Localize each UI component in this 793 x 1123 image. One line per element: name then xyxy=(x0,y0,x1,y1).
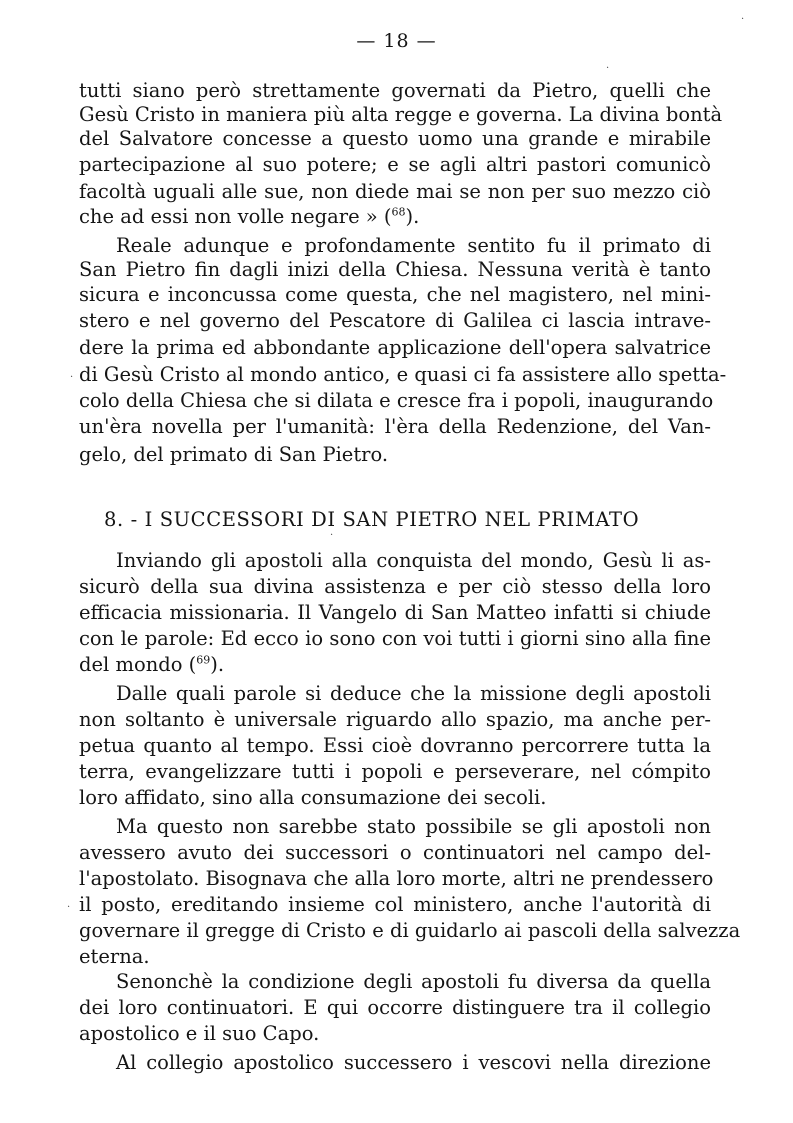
text-line: sicura e inconcussa come questa, che nel magistero, nel mini- xyxy=(79,283,711,306)
text-line: Reale adunque e profondamente sentito fu il primato di xyxy=(116,234,711,257)
text-line: Dalle quali parole si deduce che la missione degli apostoli xyxy=(116,682,711,705)
text-line: Inviando gli apostoli alla conquista del mondo, Gesù li as- xyxy=(116,549,711,572)
text-line xyxy=(79,205,711,229)
text-line: stero e nel governo del Pescatore di Galilea ci lascia intrave- xyxy=(79,309,711,332)
text-line: dei loro continuatori. E qui occorre distinguere tra il collegio xyxy=(79,996,711,1019)
text-fragment: ). xyxy=(405,205,420,228)
text-line: un'èra novella per l'umanità: l'èra della Redenzione, del Van- xyxy=(79,415,711,438)
text-fragment: ). xyxy=(210,653,225,676)
text-line xyxy=(79,153,711,177)
text-line: colo della Chiesa che si dilata e cresce fra i popoli, inaugurando xyxy=(79,389,714,412)
print-speck: · xyxy=(70,372,74,383)
page-number: — 18 — xyxy=(356,30,437,52)
text-line: avessero avuto dei successori o continuatori nel campo del- xyxy=(79,841,711,864)
text-line: petua quanto al tempo. Essi cioè dovranno percorrere tutta la xyxy=(79,734,711,757)
text-line: San Pietro fin dagli inizi della Chiesa. Nessuna verità è tanto xyxy=(79,258,711,281)
text-line: facoltà uguali alle sue, non diede mai se non per suo mezzo ciò xyxy=(79,180,711,203)
text-fragment: che ad essi non volle negare » ( xyxy=(79,205,392,228)
text-line: il posto, ereditando insieme col ministero, anche l'autorità di xyxy=(79,893,711,916)
text-line: con le parole: Ed ecco io sono con voi tutti i giorni sino alla fine xyxy=(79,627,711,650)
text-line: Gesù Cristo in maniera più alta regge e governa. La divina bontà xyxy=(79,103,723,126)
print-speck: · xyxy=(741,14,745,25)
print-speck: · xyxy=(606,63,610,74)
text-line: Al collegio apostolico successero i vescovi nella direzione xyxy=(116,1051,711,1074)
footnote-ref: 69 xyxy=(196,653,211,667)
text-line: Senonchè la condizione degli apostoli fu diversa da quella xyxy=(116,970,711,993)
section-heading: 8. - I SUCCESSORI DI SAN PIETRO NEL PRIMATO xyxy=(104,508,640,531)
text-line: terra, evangelizzare tutti i popoli e perseverare, nel cómpito xyxy=(79,760,711,783)
text-line: sicurò della sua divina assistenza e per ciò stesso della loro xyxy=(79,575,711,598)
text-line: governare il gregge di Cristo e di guidarlo ai pascoli della salvezza xyxy=(79,919,741,942)
text-line: apostolico e il suo Capo. xyxy=(79,1022,320,1045)
print-speck: · xyxy=(67,902,71,913)
text-line: efficacia missionaria. Il Vangelo di San Matteo infatti si chiude xyxy=(79,601,711,624)
text-line: non soltanto è universale riguardo allo spazio, ma anche per- xyxy=(79,708,711,731)
text-line xyxy=(79,653,711,677)
text-line: l'apostolato. Bisognava che alla loro morte, altri ne prendessero xyxy=(79,867,714,890)
text-line: gelo, del primato di San Pietro. xyxy=(79,443,389,466)
text-line: loro affidato, sino alla consumazione dei secoli. xyxy=(79,786,547,809)
footnote-ref: 68 xyxy=(391,205,406,219)
text-line: tutti siano però strettamente governati da Pietro, quelli che xyxy=(79,79,711,102)
text-line: di Gesù Cristo al mondo antico, e quasi ci fa assistere allo spetta- xyxy=(79,363,727,386)
text-fragment: del mondo ( xyxy=(79,653,197,676)
text-line: del Salvatore concesse a questo uomo una grande e mirabile xyxy=(79,127,711,150)
text-line: dere la prima ed abbondante applicazione dell'opera salvatrice xyxy=(79,336,711,359)
text-line-start: partecipazione al suo potere; e se agli altri pastori comunicò xyxy=(79,153,711,176)
text-line: Ma questo non sarebbe stato possibile se gli apostoli non xyxy=(116,815,711,838)
print-speck: · xyxy=(330,530,334,541)
text-line: eterna. xyxy=(79,945,150,968)
